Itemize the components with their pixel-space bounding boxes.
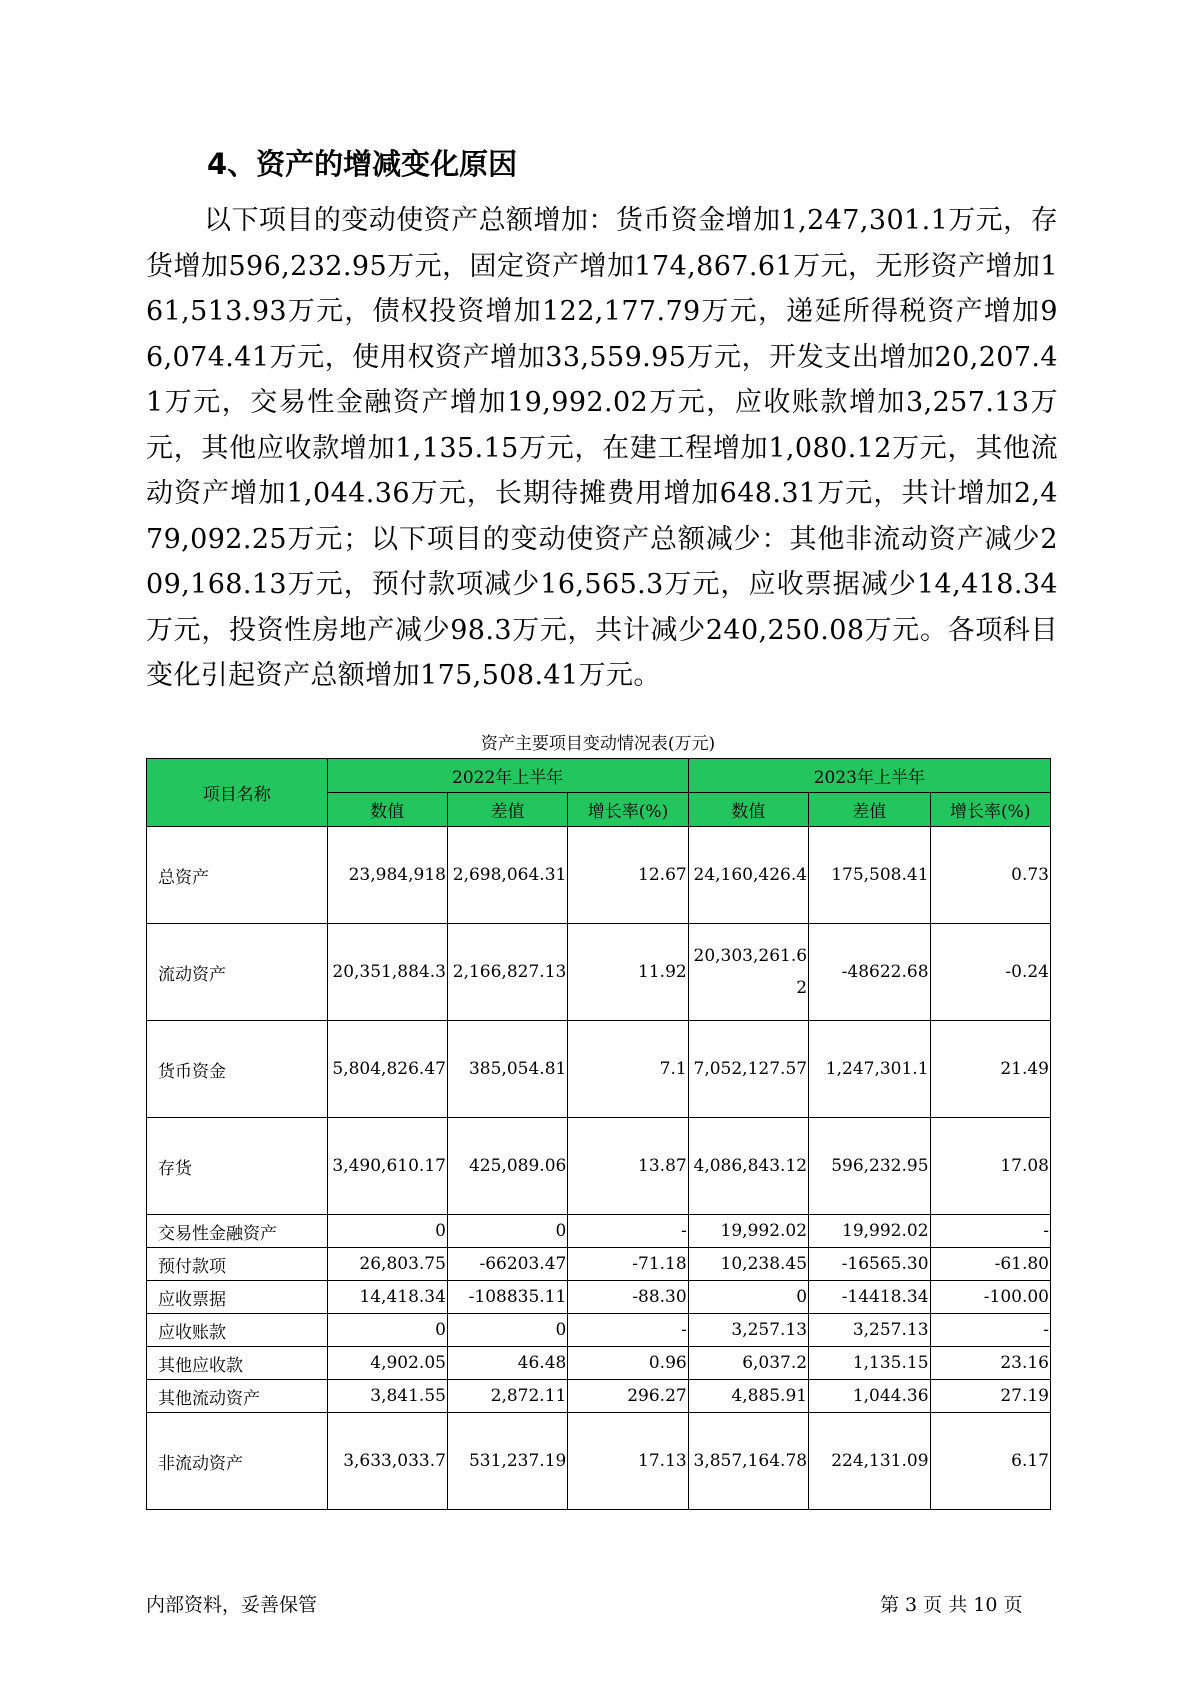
cell-growth-2022: 13.87 (568, 1118, 688, 1215)
section-heading: 4、资产的增减变化原因 (207, 147, 518, 181)
cell-diff-2023: 175,508.41 (809, 827, 930, 924)
cell-diff-2023: 19,992.02 (809, 1215, 930, 1248)
cell-diff-2023: 596,232.95 (809, 1118, 930, 1215)
cell-value-2022: 20,351,884.3 (327, 924, 447, 1021)
cell-diff-2022: -66203.47 (447, 1248, 567, 1281)
cell-diff-2022: 425,089.06 (447, 1118, 567, 1215)
cell-growth-2023: -61.80 (930, 1248, 1050, 1281)
header-value-2022: 数值 (327, 793, 447, 827)
header-growth-2023: 增长率(%) (930, 793, 1050, 827)
cell-diff-2022: 385,054.81 (447, 1021, 567, 1118)
cell-diff-2022: 2,166,827.13 (447, 924, 567, 1021)
header-item-name: 项目名称 (147, 759, 328, 827)
cell-growth-2023: -0.24 (930, 924, 1050, 1021)
cell-value-2022: 26,803.75 (327, 1248, 447, 1281)
cell-value-2022: 23,984,918 (327, 827, 447, 924)
cell-value-2023: 10,238.45 (688, 1248, 808, 1281)
cell-value-2023: 3,257.13 (688, 1314, 808, 1347)
row-label: 应收票据 (147, 1281, 328, 1314)
row-label: 交易性金融资产 (147, 1215, 328, 1248)
header-period-2022: 2022年上半年 (327, 759, 688, 793)
cell-value-2022: 3,841.55 (327, 1380, 447, 1413)
row-label: 应收账款 (147, 1314, 328, 1347)
cell-growth-2022: -88.30 (568, 1281, 688, 1314)
cell-value-2023: 19,992.02 (688, 1215, 808, 1248)
cell-diff-2023: 3,257.13 (809, 1314, 930, 1347)
cell-growth-2022: 296.27 (568, 1380, 688, 1413)
cell-value-2022: 14,418.34 (327, 1281, 447, 1314)
cell-growth-2022: 11.92 (568, 924, 688, 1021)
table-row (147, 1021, 1051, 1118)
cell-value-2022: 3,633,033.7 (327, 1413, 447, 1510)
cell-diff-2022: -108835.11 (447, 1281, 567, 1314)
cell-growth-2023: - (930, 1314, 1050, 1347)
table-row (147, 1314, 1051, 1347)
row-label: 货币资金 (147, 1021, 328, 1118)
cell-diff-2023: 1,135.15 (809, 1347, 930, 1380)
cell-diff-2023: 1,044.36 (809, 1380, 930, 1413)
cell-growth-2023: 6.17 (930, 1413, 1050, 1510)
row-label: 总资产 (147, 827, 328, 924)
cell-growth-2022: 12.67 (568, 827, 688, 924)
table-row (147, 924, 1051, 1021)
header-period-2023: 2023年上半年 (688, 759, 1050, 793)
cell-value-2023: 7,052,127.57 (688, 1021, 808, 1118)
cell-value-2023: 4,086,843.12 (688, 1118, 808, 1215)
cell-growth-2022: - (568, 1215, 688, 1248)
cell-value-2023: 20,303,261.62 (688, 924, 808, 1021)
cell-diff-2023: -14418.34 (809, 1281, 930, 1314)
table-row (147, 1281, 1051, 1314)
cell-diff-2023: -48622.68 (809, 924, 930, 1021)
cell-diff-2023: -16565.30 (809, 1248, 930, 1281)
cell-growth-2023: 17.08 (930, 1118, 1050, 1215)
header-growth-2022: 增长率(%) (568, 793, 688, 827)
cell-growth-2023: 27.19 (930, 1380, 1050, 1413)
header-diff-2023: 差值 (809, 793, 930, 827)
cell-growth-2023: 23.16 (930, 1347, 1050, 1380)
cell-growth-2022: - (568, 1314, 688, 1347)
section-paragraph: 以下项目的变动使资产总额增加：货币资金增加1,247,301.1万元，存货增加596,232.95万元，固定资产增加174,867.61万元，无形资产增加161,513.93万元，债权投资增加122,177.79万元，递延所得税资产增加96,074.41万元，使用权资产增加33,559.95万元，开发支出增加20,207.41万元，交易性金融资产增加19,992.02万元，应收账款增加3,257.13万元，其他应收款增加1,135.15万元，在建工程增加1,080.12万元，其他流动资产增加1,044.36万元，长期待摊费用增加648.31万元，共计增加2,479,092.25万元；以下项目的变动使资产总额减少：其他非流动资产减少209,168.13万元，预付款项减少16,565.3万元，应收票据减少14,418.34万元，投资性房地产减少98.3万元，共计减少240,250.08万元。各项科目变化引起资产总额增加175,508.41万元。 (146, 205, 1058, 691)
cell-value-2023: 6,037.2 (688, 1347, 808, 1380)
table-row (147, 1248, 1051, 1281)
table-row (147, 827, 1051, 924)
cell-growth-2023: 0.73 (930, 827, 1050, 924)
row-label: 其他流动资产 (147, 1380, 328, 1413)
cell-diff-2022: 0 (447, 1314, 567, 1347)
table-row (147, 1413, 1051, 1510)
cell-value-2023: 24,160,426.4 (688, 827, 808, 924)
cell-value-2022: 3,490,610.17 (327, 1118, 447, 1215)
cell-growth-2023: 21.49 (930, 1021, 1050, 1118)
table-caption: 资产主要项目变动情况表(万元) (480, 734, 716, 754)
cell-value-2023: 0 (688, 1281, 808, 1314)
cell-value-2023: 3,857,164.78 (688, 1413, 808, 1510)
cell-value-2022: 5,804,826.47 (327, 1021, 447, 1118)
cell-diff-2022: 531,237.19 (447, 1413, 567, 1510)
table-row (147, 1215, 1051, 1248)
row-label: 存货 (147, 1118, 328, 1215)
cell-value-2022: 0 (327, 1314, 447, 1347)
header-value-2023: 数值 (688, 793, 808, 827)
footer-page-number: 第 3 页 共 10 页 (880, 1594, 1023, 1616)
row-label: 其他应收款 (147, 1347, 328, 1380)
footer-confidential: 内部资料，妥善保管 (146, 1594, 318, 1616)
cell-growth-2022: 0.96 (568, 1347, 688, 1380)
cell-diff-2022: 2,872.11 (447, 1380, 567, 1413)
header-diff-2022: 差值 (447, 793, 567, 827)
cell-growth-2022: 7.1 (568, 1021, 688, 1118)
cell-growth-2023: -100.00 (930, 1281, 1050, 1314)
cell-growth-2022: 17.13 (568, 1413, 688, 1510)
cell-value-2022: 0 (327, 1215, 447, 1248)
cell-diff-2023: 1,247,301.1 (809, 1021, 930, 1118)
table-row (147, 1118, 1051, 1215)
cell-value-2023: 4,885.91 (688, 1380, 808, 1413)
asset-change-table (146, 758, 1051, 1510)
cell-diff-2022: 0 (447, 1215, 567, 1248)
cell-diff-2023: 224,131.09 (809, 1413, 930, 1510)
cell-diff-2022: 46.48 (447, 1347, 567, 1380)
table-row (147, 1347, 1051, 1380)
row-label: 非流动资产 (147, 1413, 328, 1510)
cell-value-2022: 4,902.05 (327, 1347, 447, 1380)
table-row (147, 1380, 1051, 1413)
row-label: 流动资产 (147, 924, 328, 1021)
row-label: 预付款项 (147, 1248, 328, 1281)
cell-growth-2023: - (930, 1215, 1050, 1248)
cell-diff-2022: 2,698,064.31 (447, 827, 567, 924)
cell-growth-2022: -71.18 (568, 1248, 688, 1281)
